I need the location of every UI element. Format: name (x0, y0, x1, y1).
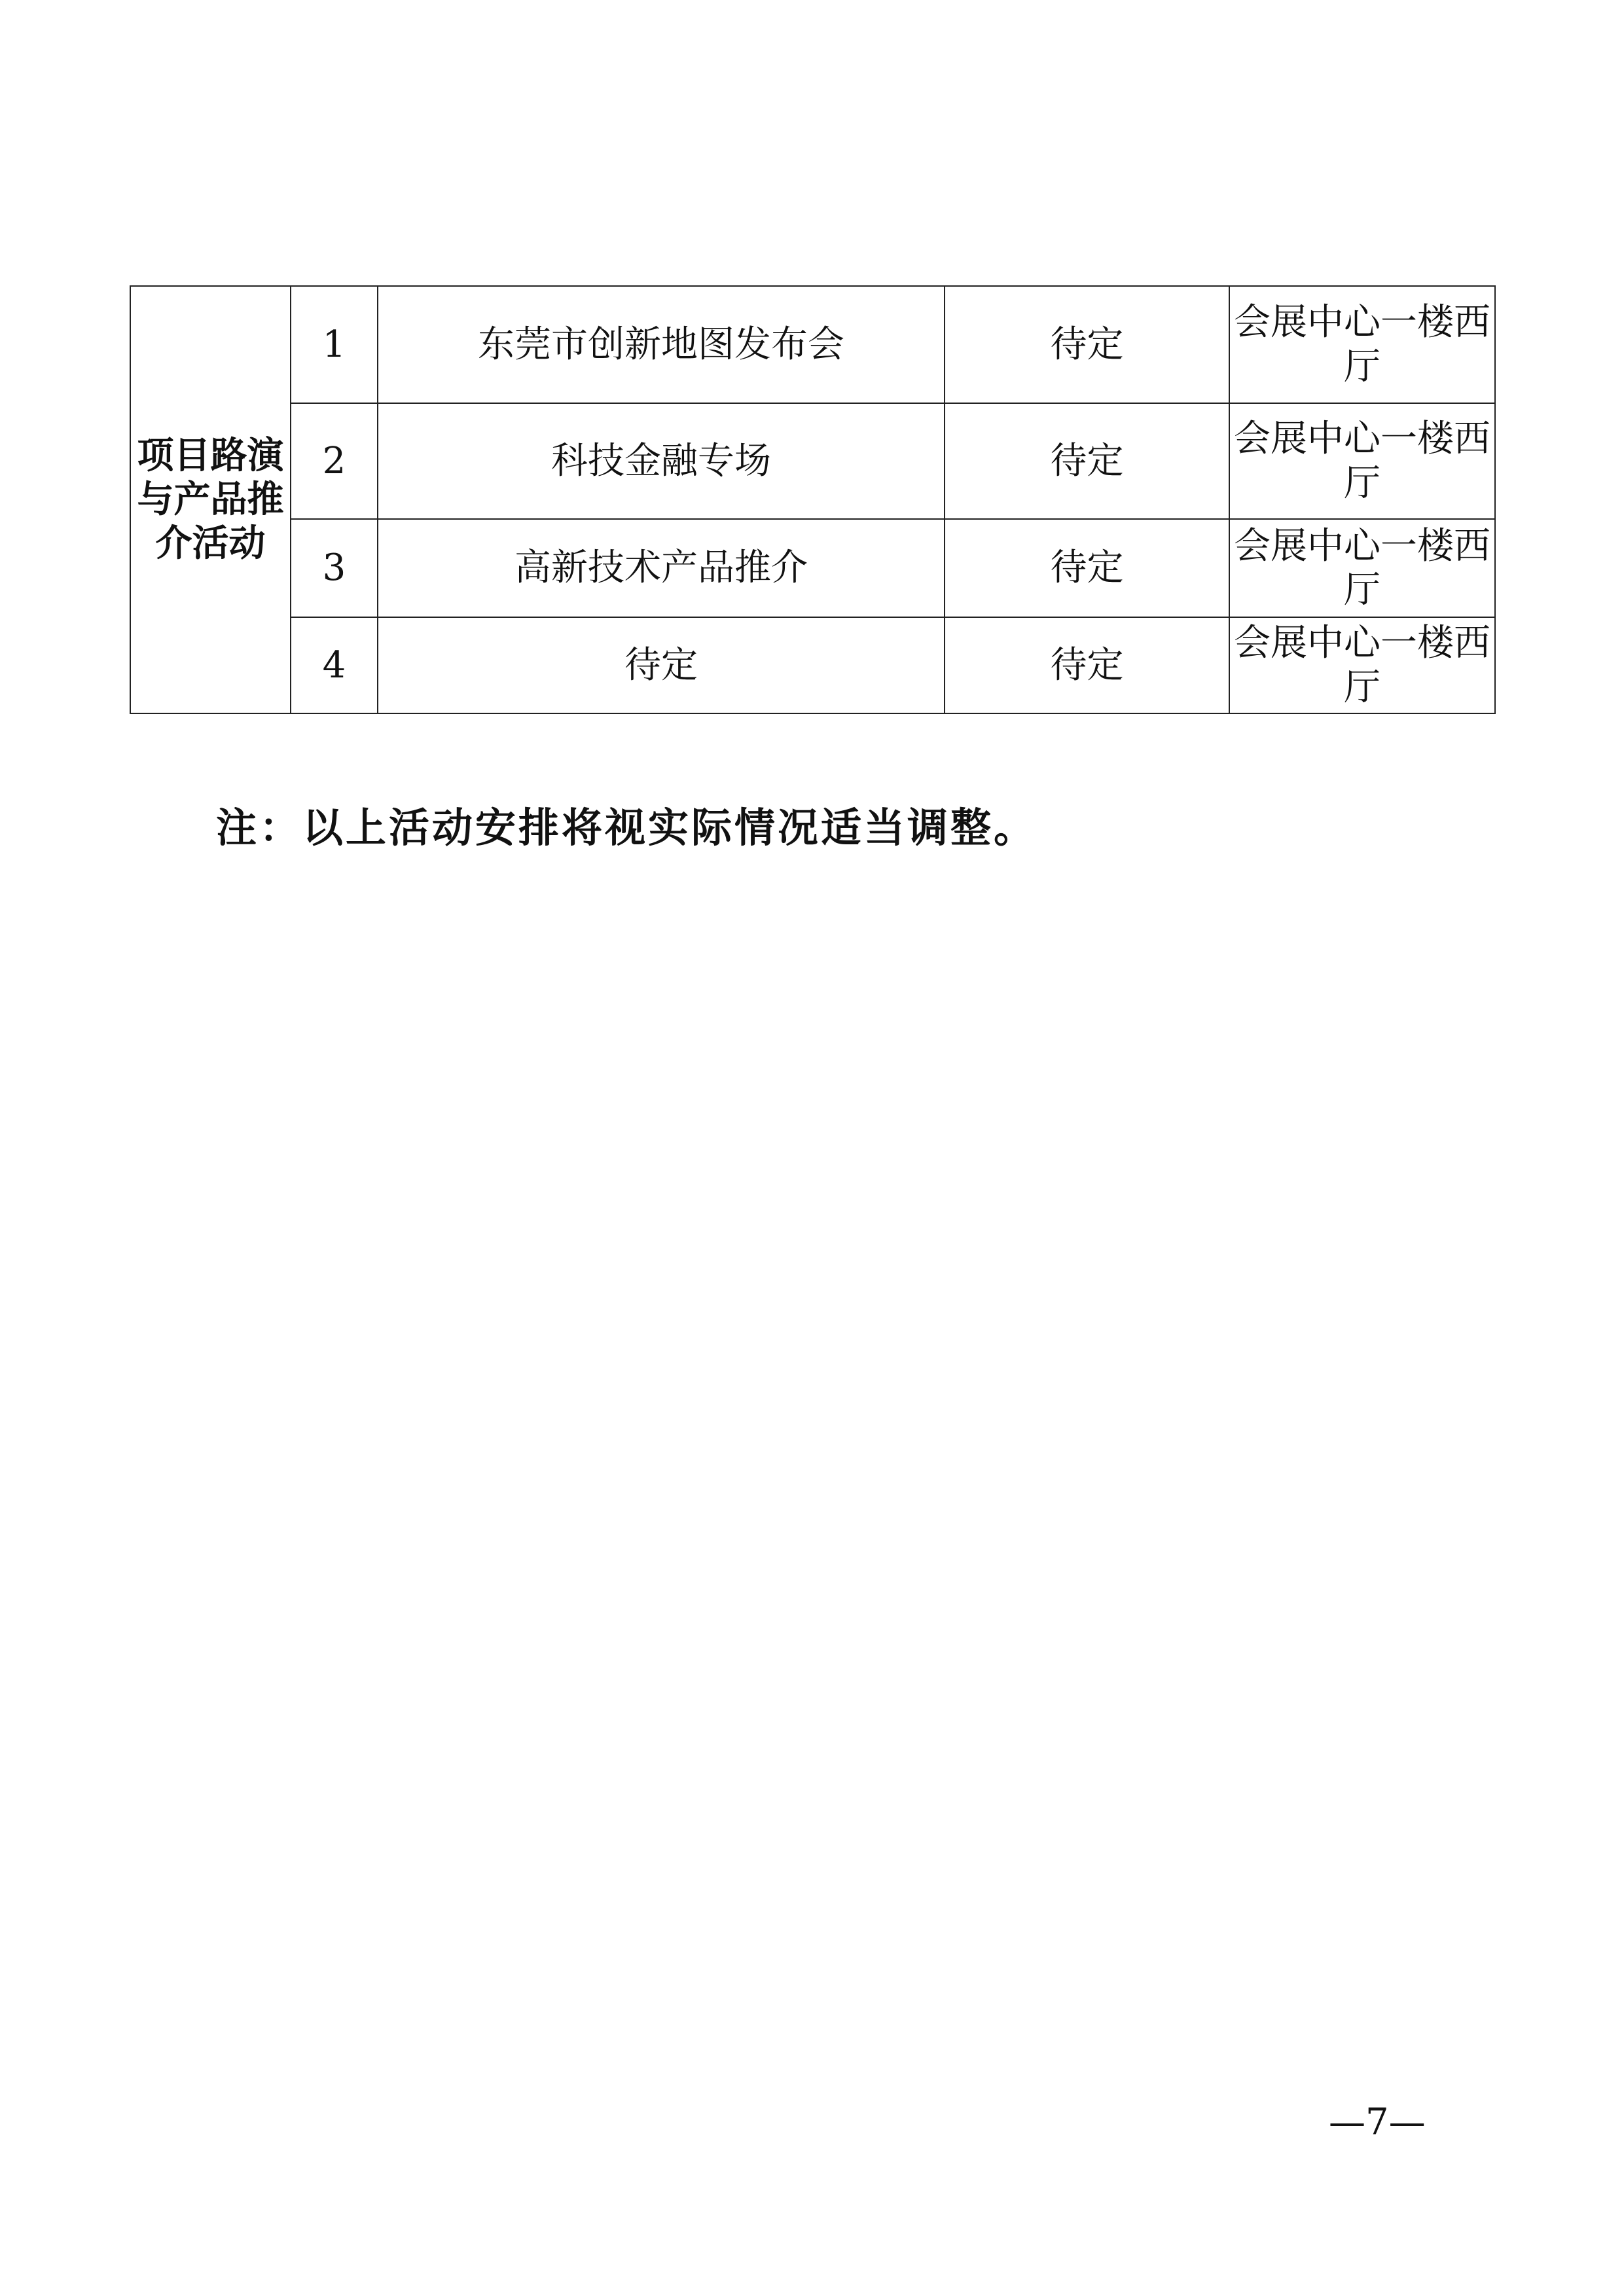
activity-name: 科技金融专场 (378, 403, 945, 519)
row-index: 4 (291, 617, 378, 713)
row-index: 2 (291, 403, 378, 519)
category-cell: 项目路演与产品推介活动 (130, 286, 291, 713)
activity-location: 会展中心一楼西厅 (1229, 519, 1495, 617)
table-row (130, 519, 1495, 617)
row-index: 1 (291, 286, 378, 403)
activity-time: 待定 (945, 519, 1229, 617)
activity-location: 会展中心一楼西厅 (1229, 403, 1495, 519)
activity-location: 会展中心一楼西厅 (1229, 617, 1495, 713)
page-number: —7— (1329, 2101, 1426, 2144)
activity-schedule-table (130, 285, 1496, 714)
table-row (130, 617, 1495, 713)
activity-time: 待定 (945, 403, 1229, 519)
table-row (130, 286, 1495, 403)
activity-time: 待定 (945, 286, 1229, 403)
activity-name: 待定 (378, 617, 945, 713)
activity-name: 高新技术产品推介 (378, 519, 945, 617)
activity-time: 待定 (945, 617, 1229, 713)
activity-location: 会展中心一楼西厅 (1229, 286, 1495, 403)
row-index: 3 (291, 519, 378, 617)
adjustment-note: 注：以上活动安排将视实际情况适当调整。 (216, 804, 1038, 852)
activity-name: 东莞市创新地图发布会 (378, 286, 945, 403)
table-row (130, 403, 1495, 519)
